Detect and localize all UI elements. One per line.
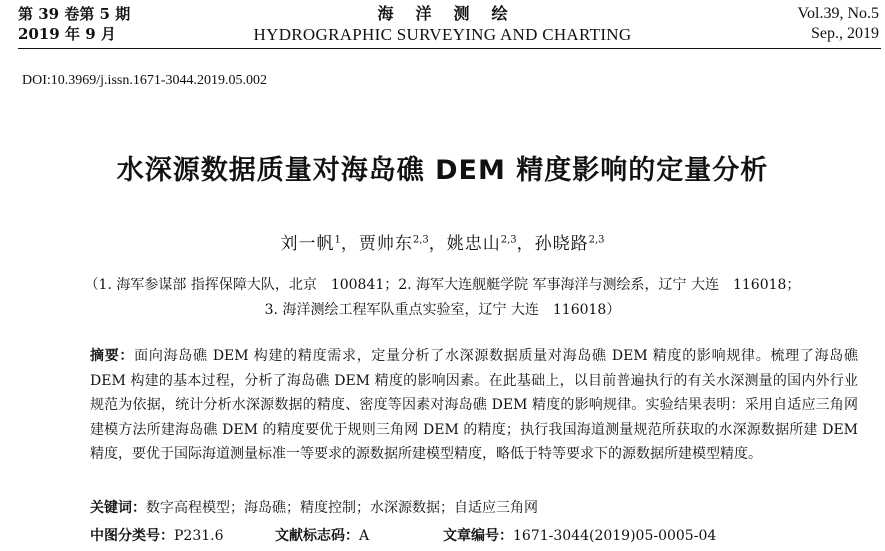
author-separator: ， [516, 234, 535, 254]
affiliation-line-2: 3. 海洋测绘工程军队重点实验室，辽宁 大连 116018） [264, 302, 621, 318]
volume-issue-cn: 第 39 卷第 5 期 [18, 5, 131, 23]
author-name: 贾帅东 [358, 234, 413, 254]
author-separator: ， [428, 234, 447, 254]
classification-value: P231.6 [174, 528, 224, 544]
keywords [90, 497, 538, 517]
affiliation-line-1: （1. 海军参谋部 指挥保障大队，北京 100841；2. 海军大连舰艇学院 军事海洋与测绘系，辽宁 大连 116018； [84, 277, 801, 293]
author-name: 刘一帆 [280, 234, 335, 254]
author-separator: ， [340, 234, 359, 254]
author-list [0, 229, 885, 254]
article-number-value: 1671-3044(2019)05-0005-04 [513, 528, 717, 544]
keywords-label: 关键词： [90, 500, 146, 516]
journal-name-en: HYDROGRAPHIC SURVEYING AND CHARTING [253, 25, 632, 44]
date-en: Sep., 2019 [811, 25, 879, 42]
keywords-text: 数字高程模型；海岛礁；精度控制；水深源数据；自适应三角网 [146, 500, 538, 516]
doi-line: DOI:10.3969/j.issn.1671-3044.2019.05.002 [22, 73, 267, 88]
author-affiliation-mark: 2,3 [412, 234, 429, 246]
author-affiliation-mark: 2,3 [588, 234, 605, 246]
paper-title: 水深源数据质量对海岛礁 DEM 精度影响的定量分析 [116, 155, 769, 186]
header-center [0, 4, 885, 46]
author-affiliation-mark: 2,3 [500, 234, 517, 246]
header-right [798, 4, 880, 44]
document-code-value: A [359, 528, 370, 544]
abstract [90, 344, 858, 467]
abstract-text: 面向海岛礁 DEM 构建的精度需求，定量分析了水深源数据质量对海岛礁 DEM 精度的影响规律。梳理了海岛礁 DEM 构建的基本过程，分析了海岛礁 DEM 精度的影响因素。在此基础上，以目前普遍执行的有关水深测量的国内外行业规范为依据，统计分析水深源数据的精度、密度等因素对海岛礁 DEM 精度的影响规律。实验结果表明：采用自适应三角网建模方法所建海岛礁 DEM 的精度要优于规则三角网 DEM 的精度；执行我国海道测量规范所获取的水深源数据所建 DEM 精度，要优于国际海道测量标准一等要求的源数据所建模型精度，略低于特等要求下的源数据所建模型精度。 [90, 348, 859, 462]
document-code-label: 文献标志码： [275, 528, 359, 544]
author-affiliation-mark: 1 [334, 234, 341, 246]
header-rule [18, 48, 881, 49]
article-number-label: 文章编号： [443, 528, 513, 544]
author-name: 孙晓路 [534, 234, 589, 254]
document-code [275, 525, 369, 545]
author-name: 姚忠山 [446, 234, 501, 254]
volume-issue-en: Vol.39, No.5 [797, 5, 879, 22]
article-number [443, 525, 716, 545]
abstract-label: 摘要： [90, 348, 135, 364]
classification-label: 中图分类号： [90, 528, 174, 544]
date-cn: 2019 年 9 月 [18, 25, 116, 43]
classification-number [90, 525, 224, 545]
journal-name-cn: 海洋测绘 [377, 4, 530, 23]
